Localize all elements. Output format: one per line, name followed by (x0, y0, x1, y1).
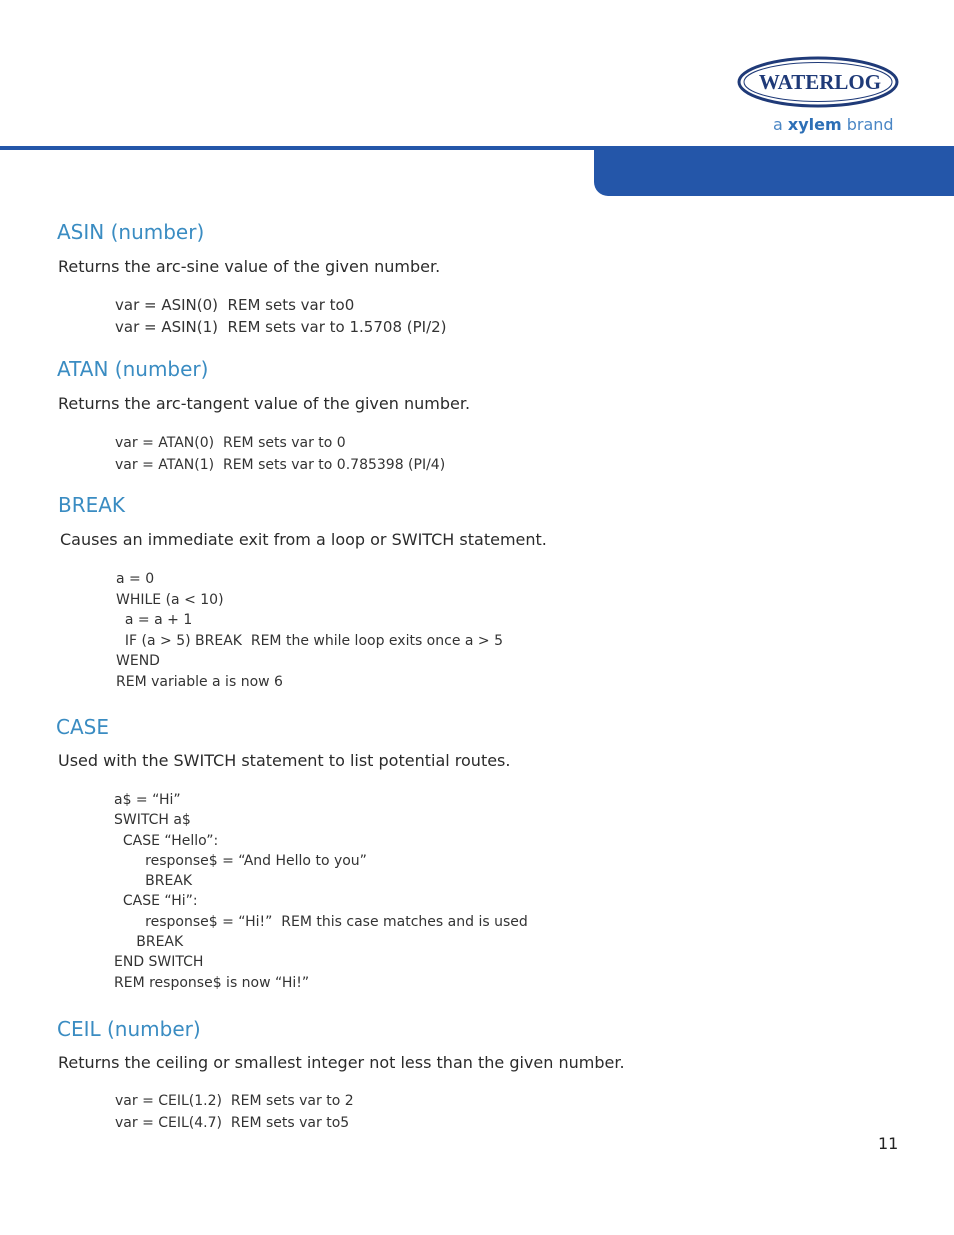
code-line: response$ = “Hi!” REM this case matches and is used (114, 913, 528, 930)
section-heading-asin: ASIN (number) (57, 220, 205, 244)
code-line: response$ = “And Hello to you” (114, 852, 367, 869)
waterlog-logo (736, 55, 900, 109)
code-line: WEND (116, 653, 160, 670)
code-line: BREAK (114, 873, 193, 890)
logo-wordmark: WATERLOG (758, 70, 882, 94)
code-block-break (116, 569, 503, 693)
code-block-atan (115, 432, 445, 476)
code-line: REM response$ is now “Hi!” (114, 974, 310, 991)
brand-tagline: a xylem brand (773, 115, 894, 134)
code-line: var = ASIN(1) REM sets var to 1.5708 (PI/2) (115, 318, 447, 336)
section-description-atan: Returns the arc-tangent value of the given number. (58, 394, 471, 413)
code-line: CASE “Hi”: (114, 893, 198, 910)
section-description-ceil: Returns the ceiling or smallest integer not less than the given number. (58, 1053, 625, 1072)
code-line: SWITCH a$ (114, 812, 191, 829)
code-line: REM variable a is now 6 (116, 673, 283, 690)
section-heading-atan: ATAN (number) (57, 357, 209, 381)
code-line: var = ATAN(0) REM sets var to 0 (115, 435, 346, 451)
code-line: CASE “Hello”: (114, 832, 219, 849)
code-line: WHILE (a < 10) (116, 591, 224, 608)
code-line: IF (a > 5) BREAK REM the while loop exits once a > 5 (116, 632, 504, 649)
section-heading-case: CASE (56, 715, 109, 739)
code-line: a = a + 1 (116, 612, 193, 629)
code-line: BREAK (114, 934, 184, 951)
section-description-break: Causes an immediate exit from a loop or SWITCH statement. (60, 530, 547, 549)
section-heading-ceil: CEIL (number) (57, 1017, 201, 1041)
code-line: var = CEIL(1.2) REM sets var to 2 (115, 1093, 354, 1109)
code-block-ceil (115, 1090, 354, 1134)
header-tab (594, 146, 954, 196)
code-line: var = CEIL(4.7) REM sets var to5 (115, 1115, 350, 1131)
section-heading-break: BREAK (58, 493, 126, 517)
code-block-asin (115, 294, 447, 338)
code-line: END SWITCH (114, 954, 204, 971)
section-description-asin: Returns the arc-sine value of the given number. (58, 257, 441, 276)
page-number: 11 (878, 1134, 899, 1153)
code-line: var = ASIN(0) REM sets var to0 (115, 296, 355, 314)
code-block-case (114, 790, 528, 993)
code-line: a = 0 (116, 571, 155, 587)
code-line: var = ATAN(1) REM sets var to 0.785398 (PI/4) (115, 457, 446, 473)
code-line: a$ = “Hi” (114, 792, 181, 808)
section-description-case: Used with the SWITCH statement to list potential routes. (58, 751, 511, 770)
